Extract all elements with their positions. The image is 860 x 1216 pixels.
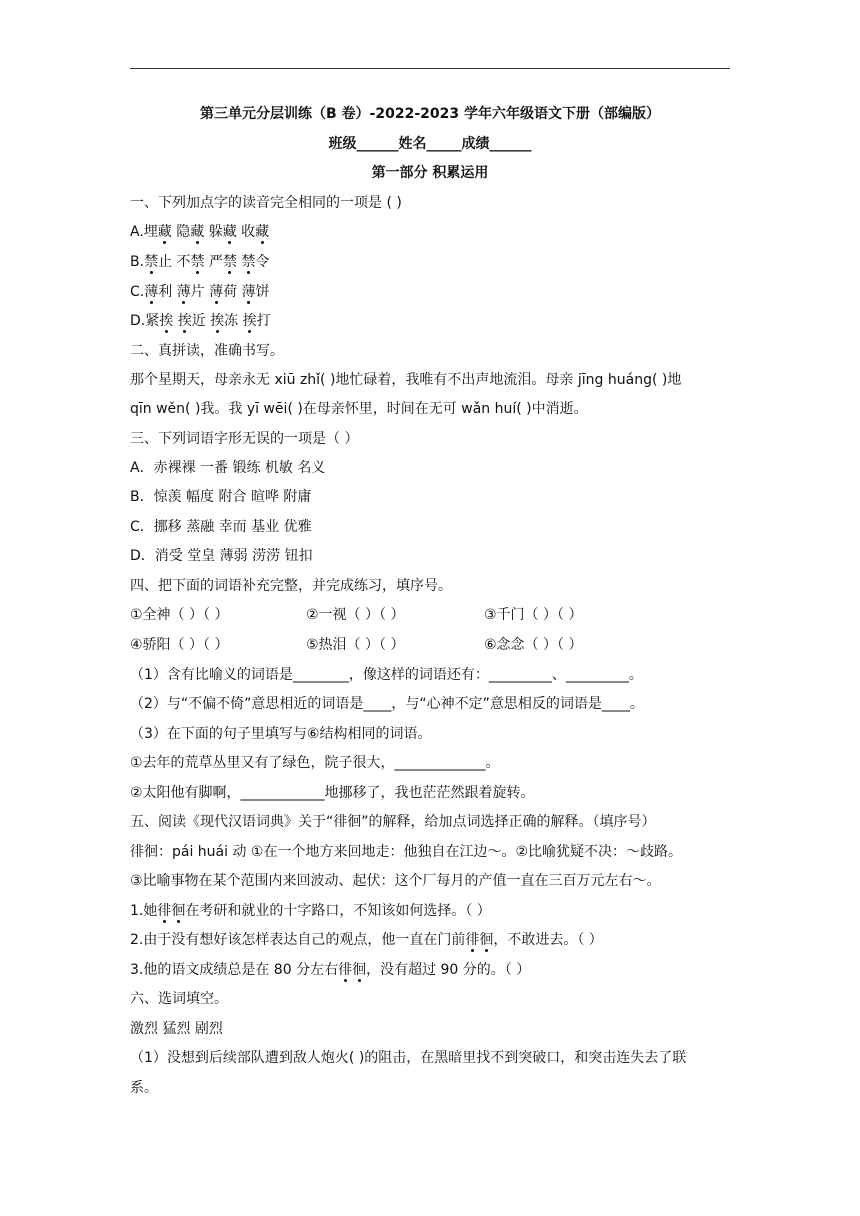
text: 在考研和就业的十字路口，不知该如何选择。（ ） <box>185 903 491 919</box>
text: 利 <box>158 284 177 300</box>
dotted-char: 藏 <box>190 224 205 240</box>
q3-stem: 三、下列词语字形无误的一项是（ ） <box>130 431 359 447</box>
dotted-char: 藏 <box>157 224 172 240</box>
dotted-char: 徊 <box>479 932 494 948</box>
text: 饼 <box>255 284 270 300</box>
dotted-char: 薄 <box>241 284 256 300</box>
dotted-char: 挨 <box>242 313 257 329</box>
dotted-char: 禁 <box>241 254 256 270</box>
q4-sentence-2: ②太阳他有脚啊，____________地挪移了，我也茫茫然跟着旋转。 <box>130 785 535 801</box>
q1-option-c <box>130 283 270 301</box>
text: B. <box>130 254 145 270</box>
q4-stem: 四、把下面的词语补充完整，并完成练习，填序号。 <box>130 578 452 594</box>
q3-option-a: A．赤裸裸 一番 锻练 机敏 名义 <box>130 460 326 476</box>
q4-sub-1: （1）含有比喻义的词语是________，像这样的词语还有：_________、_________。 <box>130 667 643 683</box>
q4-word-3: ③千门（ ）（ ） <box>484 607 583 623</box>
worksheet-title: 第三单元分层训练（B 卷）-2022-2023 学年六年级语文下册（部编版） <box>200 106 660 122</box>
text: 3.他的语文成绩总是在 80 分左右 <box>130 962 339 978</box>
q4-sub-2: （2）与“不偏不倚”意思相近的词语是____，与“心神不定”意思相反的词语是____。 <box>130 696 644 712</box>
text: 止 不 <box>158 254 191 270</box>
q3-option-d: D．消受 堂皇 薄弱 涝涝 钮扣 <box>130 548 313 564</box>
q4-word-2: ②一视（ ）（ ） <box>306 607 405 623</box>
dotted-char: 薄 <box>209 284 224 300</box>
q6-stem: 六、选词填空。 <box>130 991 228 1007</box>
text: D.紧 <box>130 313 160 329</box>
q1-stem: 一、下列加点字的读音完全相同的一项是 ( ) <box>130 195 402 211</box>
dotted-char: 禁 <box>144 254 159 270</box>
text: 1.她 <box>130 903 158 919</box>
q3-option-c: C．挪移 蒸融 幸而 基业 优雅 <box>130 519 312 535</box>
dotted-char: 禁 <box>190 254 205 270</box>
text: 片 <box>190 284 210 300</box>
dotted-char: 薄 <box>144 284 159 300</box>
text: 荷 <box>223 284 242 300</box>
q4-sub-3: （3）在下面的句子里填写与⑥结构相同的词语。 <box>130 726 432 742</box>
q4-word-5: ⑤热泪（ ）（ ） <box>306 637 405 653</box>
dotted-char: 徘 <box>338 962 353 978</box>
q1-option-d <box>130 312 271 330</box>
q5-item-3 <box>130 961 530 979</box>
q5-definition-2: ③比喻事物在某个范围内来回波动、起伏：这个厂每月的产值一直在三百万元左右～。 <box>130 873 661 889</box>
q5-item-1 <box>130 902 491 920</box>
q3-option-b: B．惊羡 幅度 附合 暄哗 附庸 <box>130 489 312 505</box>
text: ，没有超过 90 分的。（ ） <box>366 962 531 978</box>
text: 隐 <box>171 224 191 240</box>
q4-sentence-1: ①去年的荒草丛里又有了绿色，院子很大，_____________。 <box>130 755 500 771</box>
student-info-line: 班级______姓名_____成绩______ <box>328 136 532 152</box>
q5-stem: 五、阅读《现代汉语词典》关于“徘徊”的解释，给加点词选择正确的解释。（填序号） <box>130 814 656 830</box>
text: 收 <box>236 224 256 240</box>
q1-option-a <box>130 223 269 241</box>
q4-word-6: ⑥念念（ ）（ ） <box>484 637 583 653</box>
dotted-char: 徘 <box>157 903 172 919</box>
q2-passage-line-1: 那个星期天，母亲永无 xiū zhǐ( )地忙碌着，我唯有不出声地流泪。母亲 jīng huáng( )地 <box>130 372 682 388</box>
q6-sub-1-line-2: 系。 <box>130 1080 158 1096</box>
dotted-char: 藏 <box>255 224 270 240</box>
q2-passage-line-2: qīn wěn( )我。我 yī wēi( )在母亲怀里，时间在无可 wǎn huí( )中消逝。 <box>130 401 588 417</box>
text: 打 <box>256 313 271 329</box>
text: 近 <box>191 313 211 329</box>
dotted-char: 挨 <box>159 313 174 329</box>
q5-item-2 <box>130 931 603 949</box>
dotted-char: 禁 <box>222 254 237 270</box>
part-title: 第一部分 积累运用 <box>371 165 489 181</box>
text: 冻 <box>224 313 243 329</box>
q4-word-4: ④骄阳（ ）（ ） <box>130 637 229 653</box>
q6-word-bank: 激烈 猛烈 剧烈 <box>130 1021 223 1037</box>
q4-word-1: ①全神（ ）（ ） <box>130 607 229 623</box>
dotted-char: 徊 <box>171 903 186 919</box>
header-rule <box>130 68 730 69</box>
dotted-char: 藏 <box>222 224 237 240</box>
q6-sub-1-line-1: （1）没想到后续部队遭到敌人炮火( )的阻击，在黑暗里找不到突破口，和突击连失去了联 <box>130 1050 687 1066</box>
q5-definition-1: 徘徊：pái huái 动 ①在一个地方来回地走：他独自在江边～。②比喻犹疑不决：～歧路。 <box>130 844 683 860</box>
q2-stem: 二、真拼读，准确书写。 <box>130 343 284 359</box>
dotted-char: 徘 <box>465 932 480 948</box>
text: 严 <box>204 254 223 270</box>
dotted-char: 挨 <box>210 313 225 329</box>
text: 躲 <box>204 224 223 240</box>
dotted-char: 薄 <box>176 284 191 300</box>
q1-option-b <box>130 253 269 271</box>
text: C. <box>130 284 145 300</box>
dotted-char: 挨 <box>177 313 192 329</box>
text: A.埋 <box>130 224 158 240</box>
dotted-char: 徊 <box>352 962 367 978</box>
text: ，不敢进去。（ ） <box>493 932 603 948</box>
text: 令 <box>255 254 270 270</box>
text: 2.由于没有想好该怎样表达自己的观点，他一直在门前 <box>130 932 466 948</box>
